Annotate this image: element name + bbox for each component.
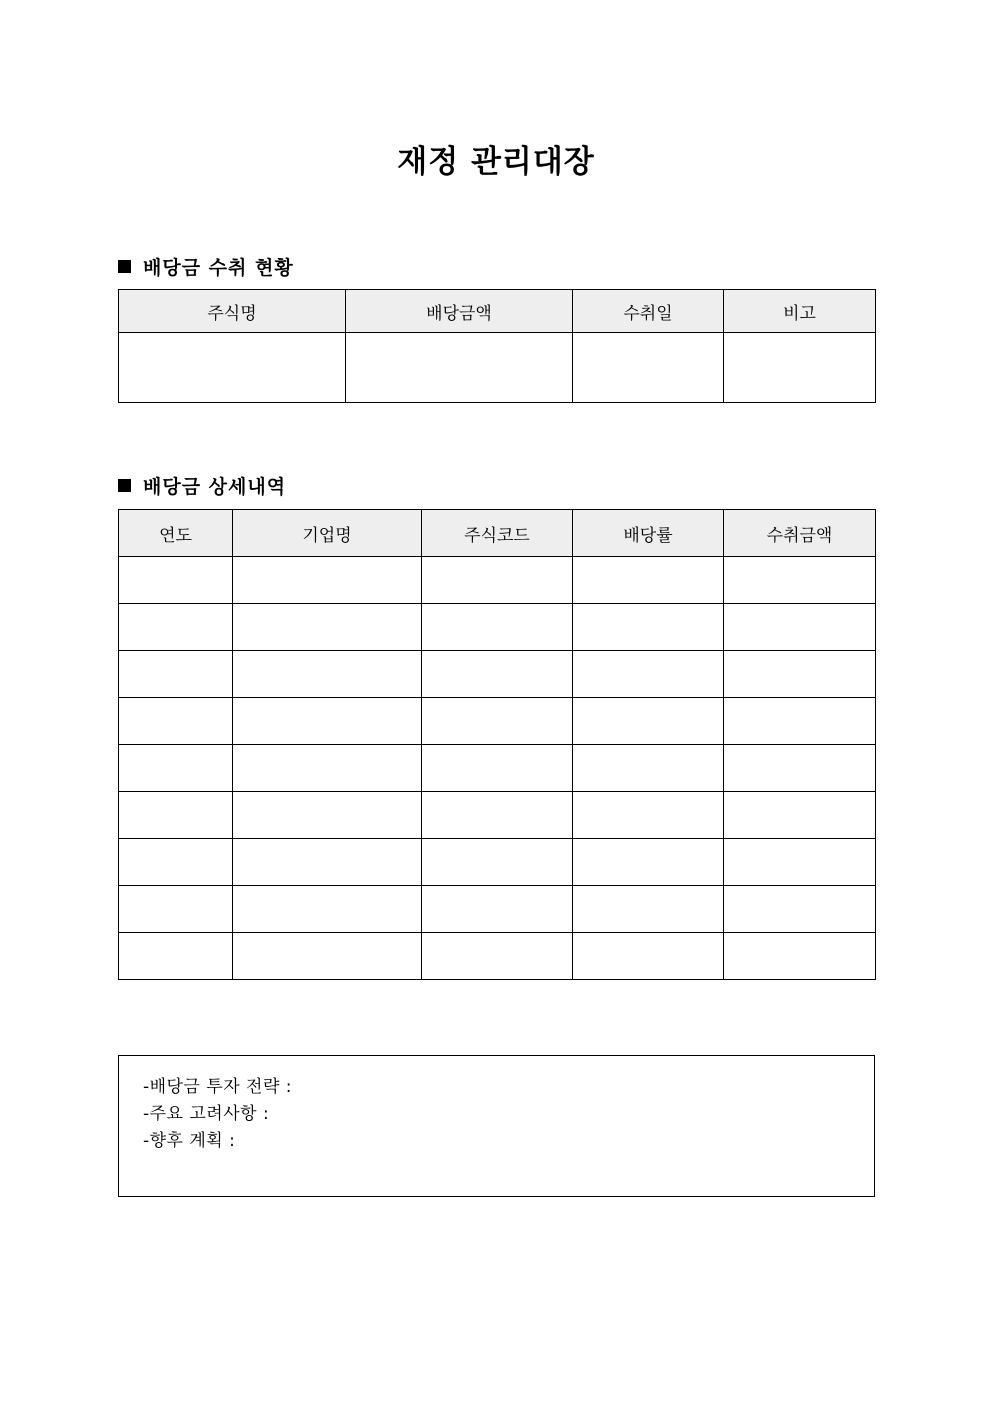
table-cell[interactable]: [422, 933, 573, 980]
page-title: 재정 관리대장: [397, 144, 595, 180]
table-cell[interactable]: [573, 698, 724, 745]
note-future-plans[interactable]: -향후 계획 :: [143, 1131, 236, 1151]
table-cell[interactable]: [422, 698, 573, 745]
table-cell[interactable]: [573, 604, 724, 651]
table-row: [119, 333, 876, 403]
table-cell[interactable]: [119, 792, 233, 839]
table-cell[interactable]: [346, 333, 573, 403]
table-cell[interactable]: [233, 839, 422, 886]
table-cell[interactable]: [724, 933, 876, 980]
table-cell[interactable]: [119, 604, 233, 651]
table-cell[interactable]: [119, 839, 233, 886]
column-header-receipt-date: 수취일: [573, 290, 724, 333]
section-heading-dividend-details: [118, 472, 286, 499]
square-bullet-icon: [118, 479, 131, 492]
column-header-stock-name: 주식명: [119, 290, 346, 333]
table-cell[interactable]: [119, 557, 233, 604]
table-cell[interactable]: [233, 886, 422, 933]
table-cell[interactable]: [573, 651, 724, 698]
table-cell[interactable]: [724, 557, 876, 604]
dividend-detail-table: [118, 509, 876, 980]
table-cell[interactable]: [724, 651, 876, 698]
table-cell[interactable]: [724, 745, 876, 792]
table-cell[interactable]: [573, 333, 724, 403]
notes-box: [118, 1055, 875, 1197]
table-cell[interactable]: [573, 745, 724, 792]
table-cell[interactable]: [119, 651, 233, 698]
column-header-dividend-amount: 배당금액: [346, 290, 573, 333]
table-cell[interactable]: [119, 933, 233, 980]
dividend-receipt-table: [118, 289, 876, 403]
table-row: [119, 886, 876, 933]
table-cell[interactable]: [724, 604, 876, 651]
column-header-stock-code: 주식코드: [422, 510, 573, 557]
table-cell[interactable]: [119, 333, 346, 403]
note-investment-strategy[interactable]: -배당금 투자 전략 :: [143, 1077, 293, 1097]
table-cell[interactable]: [573, 886, 724, 933]
table-cell[interactable]: [724, 886, 876, 933]
column-header-remarks: 비고: [724, 290, 876, 333]
table-header-row: [119, 510, 876, 557]
table-header-row: [119, 290, 876, 333]
table-cell[interactable]: [422, 604, 573, 651]
section-heading-dividend-receipt: [118, 253, 294, 280]
table-cell[interactable]: [422, 651, 573, 698]
table-cell[interactable]: [233, 698, 422, 745]
table-cell[interactable]: [573, 792, 724, 839]
table-row: [119, 839, 876, 886]
table-cell[interactable]: [573, 839, 724, 886]
table-cell[interactable]: [422, 839, 573, 886]
table-cell[interactable]: [233, 933, 422, 980]
table-cell[interactable]: [233, 604, 422, 651]
table-cell[interactable]: [233, 557, 422, 604]
table-row: [119, 933, 876, 980]
table-cell[interactable]: [724, 333, 876, 403]
table-cell[interactable]: [422, 792, 573, 839]
column-header-year: 연도: [119, 510, 233, 557]
table-cell[interactable]: [119, 745, 233, 792]
table-cell[interactable]: [233, 745, 422, 792]
table-cell[interactable]: [724, 792, 876, 839]
section-heading-label: 배당금 수취 현황: [143, 257, 294, 279]
column-header-dividend-rate: 배당률: [573, 510, 724, 557]
table-row: [119, 651, 876, 698]
note-key-considerations[interactable]: -주요 고려사항 :: [143, 1104, 270, 1124]
column-header-received-amount: 수취금액: [724, 510, 876, 557]
table-row: [119, 604, 876, 651]
table-cell[interactable]: [233, 792, 422, 839]
table-row: [119, 557, 876, 604]
table-cell[interactable]: [724, 698, 876, 745]
table-cell[interactable]: [573, 933, 724, 980]
table-row: [119, 792, 876, 839]
table-row: [119, 698, 876, 745]
table-cell[interactable]: [422, 886, 573, 933]
table-cell[interactable]: [422, 745, 573, 792]
square-bullet-icon: [118, 260, 131, 273]
table-cell[interactable]: [724, 839, 876, 886]
table-cell[interactable]: [119, 886, 233, 933]
notes-list: [143, 1074, 292, 1155]
table-cell[interactable]: [422, 557, 573, 604]
table-cell[interactable]: [573, 557, 724, 604]
column-header-company-name: 기업명: [233, 510, 422, 557]
section-heading-label: 배당금 상세내역: [143, 476, 287, 498]
table-row: [119, 745, 876, 792]
table-cell[interactable]: [119, 698, 233, 745]
table-cell[interactable]: [233, 651, 422, 698]
